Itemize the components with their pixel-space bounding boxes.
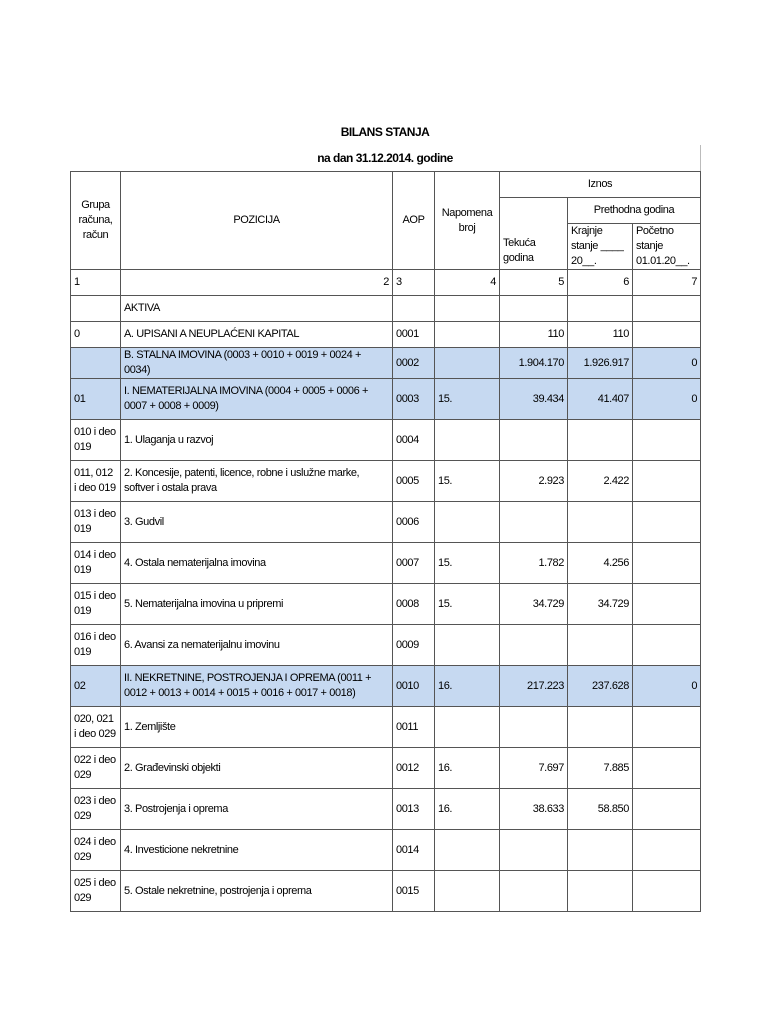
- cell-grupa: 024 i deo 029: [71, 830, 121, 871]
- cell-tekuca: 1.782: [500, 543, 568, 584]
- cell-pocetno: [633, 789, 701, 830]
- cell-pocetno: [633, 543, 701, 584]
- cell-pocetno: [633, 830, 701, 871]
- table-row: [71, 543, 701, 584]
- cell-napomena: 15.: [435, 379, 500, 420]
- cell-krajnje: 58.850: [568, 789, 633, 830]
- header-pozicija: POZICIJA: [121, 172, 393, 270]
- cell-aop: 0006: [393, 502, 435, 543]
- cell-pozicija: 5. Ostale nekretnine, postrojenja i oprema: [121, 871, 393, 912]
- cell-krajnje: 2.422: [568, 461, 633, 502]
- column-number: 4: [435, 270, 500, 296]
- cell-pozicija: 2. Građevinski objekti: [121, 748, 393, 789]
- cell-grupa: 016 i deo 019: [71, 625, 121, 666]
- cell-tekuca: [500, 502, 568, 543]
- cell-krajnje: [568, 830, 633, 871]
- cell-napomena: 15.: [435, 584, 500, 625]
- cell-krajnje: 237.628: [568, 666, 633, 707]
- cell-pocetno: [633, 871, 701, 912]
- cell-tekuca: [500, 707, 568, 748]
- table-row: [71, 748, 701, 789]
- cell-napomena: 15.: [435, 543, 500, 584]
- column-number: 6: [568, 270, 633, 296]
- cell-napomena: 16.: [435, 789, 500, 830]
- cell-pozicija: 3. Gudvil: [121, 502, 393, 543]
- cell-aop: 0012: [393, 748, 435, 789]
- cell-aop: 0005: [393, 461, 435, 502]
- cell-napomena: [435, 348, 500, 379]
- cell-aop: [393, 296, 435, 322]
- cell-napomena: 15.: [435, 461, 500, 502]
- table-row: [71, 789, 701, 830]
- column-number: 1: [71, 270, 121, 296]
- cell-krajnje: 41.407: [568, 379, 633, 420]
- cell-grupa: 011, 012 i deo 019: [71, 461, 121, 502]
- header-grupa: Grupa računa, račun: [71, 172, 121, 270]
- cell-napomena: [435, 625, 500, 666]
- cell-aop: 0013: [393, 789, 435, 830]
- cell-grupa: 014 i deo 019: [71, 543, 121, 584]
- cell-grupa: 010 i deo 019: [71, 420, 121, 461]
- cell-pocetno: 0: [633, 348, 701, 379]
- cell-pocetno: [633, 625, 701, 666]
- cell-aop: 0007: [393, 543, 435, 584]
- cell-grupa: 025 i deo 029: [71, 871, 121, 912]
- table-header: [71, 172, 701, 296]
- cell-krajnje: [568, 707, 633, 748]
- cell-grupa: [71, 348, 121, 379]
- report-title: BILANS STANJA: [340, 125, 430, 139]
- cell-aop: 0001: [393, 322, 435, 348]
- cell-tekuca: 34.729: [500, 584, 568, 625]
- cell-pozicija: 3. Postrojenja i oprema: [121, 789, 393, 830]
- cell-pocetno: [633, 748, 701, 789]
- cell-tekuca: [500, 296, 568, 322]
- cell-napomena: [435, 502, 500, 543]
- cell-krajnje: 4.256: [568, 543, 633, 584]
- table-row: [71, 625, 701, 666]
- table-row-highlighted: [71, 348, 701, 379]
- table-row: [71, 322, 701, 348]
- cell-grupa: 01: [71, 379, 121, 420]
- cell-krajnje: [568, 625, 633, 666]
- cell-grupa: 023 i deo 029: [71, 789, 121, 830]
- cell-pocetno: 0: [633, 666, 701, 707]
- cell-pozicija: 1. Ulaganja u razvoj: [121, 420, 393, 461]
- header-aop: AOP: [393, 172, 435, 270]
- cell-napomena: [435, 296, 500, 322]
- cell-grupa: 013 i deo 019: [71, 502, 121, 543]
- cell-aop: 0003: [393, 379, 435, 420]
- cell-grupa: 015 i deo 019: [71, 584, 121, 625]
- cell-grupa: 0: [71, 322, 121, 348]
- cell-pozicija: 1. Zemljište: [121, 707, 393, 748]
- cell-krajnje: [568, 420, 633, 461]
- cell-tekuca: 39.434: [500, 379, 568, 420]
- cell-tekuca: [500, 830, 568, 871]
- cell-grupa: [71, 296, 121, 322]
- column-number: 7: [633, 270, 701, 296]
- title-border: [700, 145, 701, 171]
- table-row-highlighted: [71, 666, 701, 707]
- cell-pozicija: 6. Avansi za nematerijalnu imovinu: [121, 625, 393, 666]
- column-number: 2: [121, 270, 393, 296]
- balance-sheet-table: [70, 171, 701, 912]
- table-row: [71, 707, 701, 748]
- cell-tekuca: 2.923: [500, 461, 568, 502]
- cell-napomena: [435, 420, 500, 461]
- cell-tekuca: 1.904.170: [500, 348, 568, 379]
- cell-pocetno: [633, 707, 701, 748]
- column-number: 3: [393, 270, 435, 296]
- cell-grupa: 020, 021 i deo 029: [71, 707, 121, 748]
- cell-krajnje: [568, 502, 633, 543]
- cell-krajnje: 34.729: [568, 584, 633, 625]
- cell-krajnje: [568, 296, 633, 322]
- report-subtitle: na dan 31.12.2014. godine: [317, 151, 453, 165]
- cell-aop: 0010: [393, 666, 435, 707]
- cell-grupa: 022 i deo 029: [71, 748, 121, 789]
- table-row: [71, 461, 701, 502]
- cell-pozicija: II. NEKRETNINE, POSTROJENJA I OPREMA (0011 + 0012 + 0013 + 0014 + 0015 + 0016 + 0017 + 0018): [121, 666, 393, 707]
- cell-pocetno: [633, 296, 701, 322]
- cell-pozicija: AKTIVA: [121, 296, 393, 322]
- header-krajnje: Krajnje stanje ____ 20__.: [568, 224, 633, 270]
- cell-pocetno: [633, 584, 701, 625]
- header-pocetno: Početno stanje 01.01.20__.: [633, 224, 701, 270]
- cell-pocetno: [633, 322, 701, 348]
- cell-pozicija: I. NEMATERIJALNA IMOVINA (0004 + 0005 + 0006 + 0007 + 0008 + 0009): [121, 379, 393, 420]
- cell-pozicija: 4. Ostala nematerijalna imovina: [121, 543, 393, 584]
- table-row: [71, 420, 701, 461]
- cell-aop: 0015: [393, 871, 435, 912]
- cell-napomena: [435, 322, 500, 348]
- header-tekuca: Tekuća godina: [500, 198, 568, 270]
- cell-pozicija: 4. Investicione nekretnine: [121, 830, 393, 871]
- cell-tekuca: 110: [500, 322, 568, 348]
- table-row: [71, 871, 701, 912]
- table-row: [71, 296, 701, 322]
- cell-napomena: [435, 707, 500, 748]
- cell-aop: 0009: [393, 625, 435, 666]
- cell-tekuca: [500, 871, 568, 912]
- cell-pocetno: 0: [633, 379, 701, 420]
- cell-krajnje: [568, 871, 633, 912]
- cell-napomena: [435, 871, 500, 912]
- cell-krajnje: 1.926.917: [568, 348, 633, 379]
- cell-aop: 0004: [393, 420, 435, 461]
- header-iznos: Iznos: [500, 172, 701, 198]
- cell-napomena: 16.: [435, 748, 500, 789]
- header-napomena: Napomena broj: [435, 172, 500, 270]
- cell-pozicija: 5. Nematerijalna imovina u pripremi: [121, 584, 393, 625]
- cell-napomena: 16.: [435, 666, 500, 707]
- cell-tekuca: 217.223: [500, 666, 568, 707]
- cell-pozicija: 2. Koncesije, patenti, licence, robne i uslužne marke, softver i ostala prava: [121, 461, 393, 502]
- cell-tekuca: [500, 625, 568, 666]
- cell-krajnje: 110: [568, 322, 633, 348]
- header-prethodna: Prethodna godina: [568, 198, 701, 224]
- cell-aop: 0011: [393, 707, 435, 748]
- cell-tekuca: 38.633: [500, 789, 568, 830]
- table-body: [71, 296, 701, 912]
- table-row: [71, 830, 701, 871]
- cell-pocetno: [633, 461, 701, 502]
- column-numbers-row: [71, 270, 701, 296]
- table-row: [71, 584, 701, 625]
- cell-grupa: 02: [71, 666, 121, 707]
- cell-napomena: [435, 830, 500, 871]
- column-number: 5: [500, 270, 568, 296]
- table-row: [71, 502, 701, 543]
- table-row-highlighted: [71, 379, 701, 420]
- cell-pocetno: [633, 502, 701, 543]
- cell-aop: 0014: [393, 830, 435, 871]
- cell-tekuca: [500, 420, 568, 461]
- cell-tekuca: 7.697: [500, 748, 568, 789]
- cell-pozicija: B. STALNA IMOVINA (0003 + 0010 + 0019 + 0024 + 0034): [121, 348, 393, 379]
- cell-pozicija: A. UPISANI A NEUPLAĆENI KAPITAL: [121, 322, 393, 348]
- cell-aop: 0002: [393, 348, 435, 379]
- cell-aop: 0008: [393, 584, 435, 625]
- cell-krajnje: 7.885: [568, 748, 633, 789]
- cell-pocetno: [633, 420, 701, 461]
